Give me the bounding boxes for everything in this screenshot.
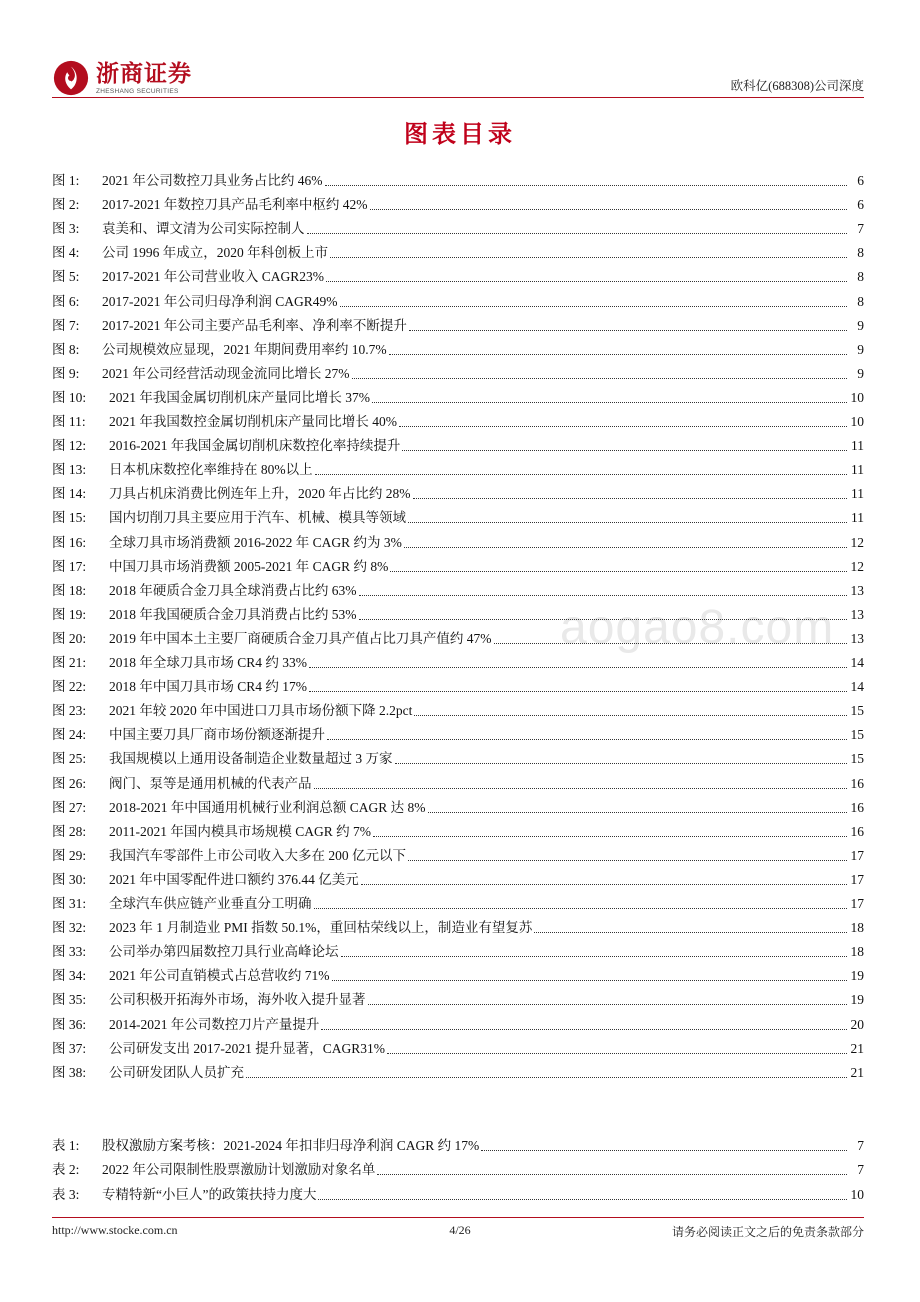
figure-toc-entry[interactable] (52, 194, 864, 214)
toc-page-number: 21 (850, 1064, 864, 1080)
toc-entry-title (52, 919, 532, 937)
toc-entry-number: 图 29: (52, 847, 87, 863)
report-tag: 欧科亿(688308)公司深度 (730, 79, 864, 93)
toc-page-number: 6 (857, 173, 864, 188)
toc-entry-title (52, 630, 492, 648)
toc-page-number: 10 (850, 389, 864, 405)
toc-leader-dots (414, 714, 847, 716)
page-title: 图表目录 (404, 119, 516, 148)
toc-leader-dots (402, 449, 847, 451)
toc-entry-label: 股权激励方案考核：2021-2024 年扣非归母净利润 CAGR 约 17% (102, 1138, 480, 1153)
toc-entry-number: 图 28: (52, 823, 87, 839)
figure-toc-entry[interactable] (52, 724, 864, 744)
toc-entry-title (52, 823, 371, 841)
toc-entry-number: 图 31: (52, 896, 87, 911)
figure-toc-entry[interactable] (52, 266, 864, 286)
toc-entry-number: 图 15: (52, 510, 87, 526)
figure-toc-entry[interactable] (52, 797, 864, 817)
toc-entry-label: 中国主要刀具厂商市场份额逐渐提升 (109, 727, 325, 743)
toc-entry-title (52, 799, 426, 817)
toc-entry-number: 图 5: (52, 269, 80, 285)
toc-page-number: 18 (850, 920, 864, 936)
figure-toc-entry[interactable] (52, 676, 864, 696)
toc-entry-title (52, 991, 366, 1009)
toc-entry-title (52, 509, 406, 527)
toc-entry-number: 图 16: (52, 534, 87, 550)
toc-page-number: 17 (850, 871, 864, 887)
toc-entry-label: 日本机床数控化率维持在 80%以上 (109, 462, 313, 478)
toc-leader-dots (408, 859, 847, 861)
toc-leader-dots (361, 883, 847, 885)
toc-page-number: 19 (850, 968, 864, 984)
toc-entry-title (52, 293, 338, 311)
footer-url[interactable]: http://www.stocke.com.cn (52, 1223, 178, 1237)
figure-toc-entry[interactable] (52, 821, 864, 841)
figure-toc-entry[interactable] (52, 170, 864, 190)
figure-toc-entry[interactable] (52, 532, 864, 552)
toc-leader-dots (307, 232, 848, 234)
figure-toc-entry[interactable] (52, 941, 864, 961)
toc-leader-dots (325, 184, 848, 186)
toc-entry-number: 图 35: (52, 992, 87, 1008)
toc-entry-number: 图 9: (52, 365, 80, 381)
figure-toc-entry[interactable] (52, 580, 864, 600)
toc-entry-title (52, 196, 368, 214)
toc-entry-label: 我国规模以上通用设备制造企业数量超过 3 万家 (109, 751, 393, 767)
toc-leader-dots (352, 377, 848, 379)
toc-leader-dots (395, 762, 848, 764)
toc-leader-dots (332, 979, 848, 981)
toc-page-number: 7 (857, 1162, 864, 1178)
toc-entry-number: 图 37: (52, 1040, 87, 1056)
toc-page-number: 16 (850, 775, 864, 791)
toc-page-number: 15 (850, 727, 864, 743)
toc-entry-title (52, 678, 307, 696)
toc-entry-label: 我国汽车零部件上市公司收入大多在 200 亿元以下 (109, 847, 406, 863)
toc-leader-dots (481, 1149, 847, 1151)
toc-entry-title (52, 895, 312, 913)
toc-entry-number: 图 22: (52, 679, 87, 695)
toc-entry-title (52, 1161, 375, 1179)
toc-entry-label: 公司研发团队人员扩充 (109, 1064, 244, 1080)
toc-entry-number: 图 3: (52, 221, 80, 237)
toc-page-number: 16 (850, 823, 864, 839)
toc-leader-dots (389, 353, 847, 355)
toc-entry-label: 2021 年我国数控金属切削机床产量同比增长 40% (109, 414, 397, 429)
toc-entry-label: 公司积极开拓海外市场，海外收入提升显著 (109, 992, 366, 1008)
toc-entry-number: 图 10: (52, 389, 87, 405)
footer-page-number: 4/26 (449, 1223, 471, 1237)
logo-chinese-name: 浙商证券 (96, 60, 192, 87)
toc-page-number: 9 (857, 341, 864, 357)
toc-leader-dots (428, 811, 848, 813)
page-header (52, 56, 864, 100)
toc-leader-dots (318, 1198, 847, 1200)
figure-toc-entry[interactable] (52, 339, 864, 359)
toc-leader-dots (314, 787, 848, 789)
toc-entry-title (52, 943, 339, 961)
figure-toc-entry[interactable] (52, 989, 864, 1009)
toc-page-number: 14 (850, 655, 864, 670)
toc-entry-label: 2021 年较 2020 年中国进口刀具市场份额下降 2.2pct (109, 703, 413, 719)
toc-entry-number: 图 7: (52, 317, 80, 333)
toc-page-number: 15 (850, 703, 864, 719)
figure-toc-entry[interactable] (52, 483, 864, 503)
toc-page-number: 11 (851, 438, 864, 454)
toc-entry-number: 图 26: (52, 775, 87, 791)
toc-entry-number: 图 12: (52, 438, 87, 454)
toc-entry-number: 图 32: (52, 920, 87, 936)
toc-entry-title (52, 534, 402, 552)
toc-leader-dots (494, 642, 848, 644)
figure-toc-entry[interactable] (52, 773, 864, 793)
toc-entry-number: 图 30: (52, 871, 87, 887)
footer-divider (52, 1217, 864, 1218)
toc-entry-number: 图 13: (52, 462, 87, 478)
toc-entry-title (52, 871, 359, 889)
toc-page-number: 18 (850, 944, 864, 960)
toc-page-number: 9 (857, 365, 864, 381)
toc-entry-title (52, 606, 357, 624)
toc-page-number: 17 (850, 847, 864, 863)
toc-entry-label: 2021 年中国零配件进口额约 376.44 亿美元 (109, 871, 359, 887)
toc-entry-label: 全球刀具市场消费额 2016-2022 年 CAGR 约为 3% (109, 534, 402, 550)
toc-entry-label: 国内切削刀具主要应用于汽车、机械、模具等领域 (109, 510, 406, 526)
figure-toc-entry[interactable] (52, 893, 864, 913)
figure-toc-entry[interactable] (52, 628, 864, 648)
toc-leader-dots (408, 521, 847, 523)
toc-entry-label: 2018-2021 年中国通用机械行业利润总额 CAGR 达 8% (109, 799, 426, 815)
toc-entry-title (52, 341, 387, 359)
toc-entry-number: 图 4: (52, 245, 80, 261)
toc-entry-title (52, 775, 312, 793)
figure-toc-entry[interactable] (52, 242, 864, 262)
table-toc-entry[interactable] (52, 1135, 864, 1155)
toc-entry-label: 中国刀具市场消费额 2005-2021 年 CAGR 约 8% (109, 558, 389, 574)
toc-entry-label: 2018 年硬质合金刀具全球消费占比约 63% (109, 582, 357, 598)
figure-toc-entry[interactable] (52, 507, 864, 527)
toc-leader-dots (340, 305, 848, 307)
toc-entry-label: 2018 年全球刀具市场 CR4 约 33% (109, 655, 308, 670)
toc-page-number: 6 (857, 197, 864, 213)
brand-logo (52, 56, 192, 100)
toc-page-number: 15 (850, 751, 864, 767)
toc-entry-label: 2023 年 1 月制造业 PMI 指数 50.1%，重回枯荣线以上，制造业有望复苏 (109, 920, 533, 936)
toc-leader-dots (387, 1052, 847, 1054)
toc-entry-title (52, 317, 407, 335)
toc-entry-number: 图 2: (52, 197, 80, 213)
toc-page-number: 16 (850, 799, 864, 815)
toc-leader-dots (373, 835, 847, 837)
toc-leader-dots (341, 955, 848, 957)
toc-entry-label: 公司举办第四届数控刀具行业高峰论坛 (109, 944, 339, 960)
toc-entry-number: 图 11: (52, 414, 86, 429)
toc-entry-title (52, 1016, 319, 1034)
toc-entry-label: 公司 1996 年成立，2020 年科创板上市 (102, 245, 329, 261)
toc-page-number: 12 (850, 558, 864, 574)
toc-entry-number: 图 33: (52, 944, 87, 960)
toc-leader-dots (409, 329, 847, 331)
toc-leader-dots (390, 570, 847, 572)
toc-entry-number: 图 6: (52, 293, 80, 309)
toc-leader-dots (321, 1028, 847, 1030)
toc-entry-number: 图 18: (52, 582, 87, 598)
toc-entry-label: 2017-2021 年公司主要产品毛利率、净利率不断提升 (102, 317, 407, 333)
header-divider (52, 97, 864, 98)
toc-entry-title (52, 413, 397, 431)
figure-toc-entry[interactable] (52, 363, 864, 383)
toc-entry-number: 图 20: (52, 630, 87, 646)
logo-english-name: ZHESHANG SECURITIES (96, 87, 179, 95)
toc-entry-label: 2017-2021 年公司营业收入 CAGR23% (102, 269, 324, 285)
toc-entry-number: 图 21: (52, 655, 87, 670)
toc-entry-label: 全球汽车供应链产业垂直分工明确 (109, 896, 312, 911)
toc-entry-number: 图 34: (52, 968, 87, 984)
toc-entry-label: 2019 年中国本土主要厂商硬质合金刀具产值占比刀具产值约 47% (109, 630, 492, 646)
figure-toc-entry[interactable] (52, 845, 864, 865)
toc-entry-title (52, 389, 370, 407)
figure-toc-entry[interactable] (52, 700, 864, 720)
toc-page-number: 21 (850, 1040, 864, 1056)
figure-toc-entry[interactable] (52, 869, 864, 889)
toc-leader-dots (368, 1003, 848, 1005)
toc-entry-title (52, 654, 307, 672)
toc-entry-title (52, 172, 323, 190)
toc-leader-dots (309, 690, 847, 692)
toc-entry-title (52, 365, 350, 383)
toc-page-number: 10 (850, 414, 864, 429)
toc-entry-title (52, 967, 330, 985)
toc-entry-title (52, 461, 313, 479)
toc-entry-number: 图 27: (52, 799, 87, 815)
figure-toc-entry[interactable] (52, 748, 864, 768)
toc-entry-label: 2011-2021 年国内模具市场规模 CAGR 约 7% (109, 823, 371, 839)
figure-toc-entry[interactable] (52, 387, 864, 407)
toc-page-number: 8 (857, 293, 864, 309)
table-toc-entry[interactable] (52, 1184, 864, 1204)
toc-entry-title (52, 1040, 385, 1058)
watermark: aogao8.com (560, 601, 835, 654)
toc-entry-title (52, 726, 325, 744)
toc-entry-number: 图 19: (52, 606, 87, 622)
figure-toc-entry[interactable] (52, 965, 864, 985)
figure-toc-entry[interactable] (52, 218, 864, 238)
toc-leader-dots (314, 907, 848, 909)
toc-entry-label: 袁美和、谭文清为公司实际控制人 (102, 221, 305, 237)
toc-entry-label: 2017-2021 年公司归母净利润 CAGR49% (102, 293, 338, 309)
toc-entry-number: 图 17: (52, 558, 87, 574)
figure-toc-entry[interactable] (52, 652, 864, 672)
toc-leader-dots (372, 401, 847, 403)
toc-entry-number: 图 23: (52, 703, 87, 719)
toc-entry-number: 表 3: (52, 1186, 80, 1202)
toc-page-number: 14 (850, 679, 864, 695)
toc-page-number: 8 (857, 269, 864, 285)
toc-page-number: 8 (857, 245, 864, 261)
toc-entry-title (52, 268, 324, 286)
toc-page-number: 13 (850, 606, 864, 622)
toc-page-number: 20 (850, 1016, 864, 1032)
toc-entry-number: 图 36: (52, 1016, 87, 1032)
figure-toc-entry[interactable] (52, 459, 864, 479)
toc-entry-title (52, 244, 328, 262)
toc-leader-dots (413, 497, 848, 499)
toc-leader-dots (370, 208, 848, 210)
toc-entry-label: 2018 年中国刀具市场 CR4 约 17% (109, 679, 308, 695)
toc-entry-label: 2018 年我国硬质合金刀具消费占比约 53% (109, 606, 357, 622)
toc-entry-title (52, 1186, 316, 1204)
toc-leader-dots (327, 738, 847, 740)
figure-toc-entry[interactable] (52, 1014, 864, 1034)
toc-entry-label: 公司研发支出 2017-2021 提升显著，CAGR31% (109, 1040, 385, 1056)
toc-leader-dots (399, 425, 847, 427)
toc-entry-number: 图 14: (52, 486, 87, 502)
toc-entry-label: 2021 年公司数控刀具业务占比约 46% (102, 173, 323, 188)
toc-leader-dots (377, 1173, 847, 1175)
toc-leader-dots (309, 666, 847, 668)
brand-mark-icon (52, 59, 90, 97)
toc-entry-label: 公司规模效应显现，2021 年期间费用率约 10.7% (102, 341, 387, 357)
toc-entry-number: 图 25: (52, 751, 87, 767)
footer-disclaimer: 请务必阅读正文之后的免责条款部分 (671, 1225, 864, 1239)
figure-toc-entry[interactable] (52, 1062, 864, 1082)
toc-leader-dots (359, 594, 848, 596)
toc-leader-dots (534, 931, 847, 933)
toc-page-number: 11 (851, 462, 864, 478)
toc-entry-label: 2017-2021 年数控刀具产品毛利率中枢约 42% (102, 197, 368, 213)
table-toc-entry[interactable] (52, 1159, 864, 1179)
toc-leader-dots (404, 546, 847, 548)
toc-entry-title (52, 582, 357, 600)
toc-page-number: 19 (850, 992, 864, 1008)
toc-entry-title (52, 485, 411, 503)
toc-leader-dots (330, 256, 847, 258)
toc-page-number: 13 (850, 630, 864, 646)
toc-entry-label: 2021 年我国金属切削机床产量同比增长 37% (109, 389, 370, 405)
figure-toc-entry[interactable] (52, 411, 864, 431)
toc-entry-label: 专精特新“小巨人”的政策扶持力度大 (102, 1186, 317, 1202)
toc-page-number: 10 (850, 1186, 864, 1202)
toc-entry-number: 图 38: (52, 1064, 87, 1080)
figure-toc-entry[interactable] (52, 291, 864, 311)
toc-entry-title (52, 750, 393, 768)
toc-entry-title (52, 1064, 244, 1082)
toc-page-number: 12 (850, 534, 864, 550)
toc-entry-number: 表 1: (52, 1138, 80, 1153)
toc-entry-label: 2014-2021 年公司数控刀片产量提升 (109, 1016, 320, 1032)
figure-toc-entry[interactable] (52, 315, 864, 335)
figure-toc-entry[interactable] (52, 435, 864, 455)
toc-entry-title (52, 847, 406, 865)
toc-page-number: 11 (851, 510, 864, 526)
toc-leader-dots (246, 1076, 847, 1078)
toc-entry-number: 图 24: (52, 727, 87, 743)
figure-toc-entry[interactable] (52, 604, 864, 624)
toc-entry-number: 表 2: (52, 1162, 80, 1178)
toc-entry-number: 图 1: (52, 173, 80, 188)
toc-entry-label: 刀具占机床消费比例连年上升，2020 年占比约 28% (109, 486, 411, 502)
toc-entry-title (52, 558, 388, 576)
toc-leader-dots (359, 618, 848, 620)
toc-leader-dots (315, 473, 847, 475)
toc-entry-title (52, 702, 412, 720)
toc-entry-label: 阀门、泵等是通用机械的代表产品 (109, 775, 312, 791)
toc-entry-number: 图 8: (52, 341, 80, 357)
toc-page-number: 13 (850, 582, 864, 598)
toc-page-number: 7 (857, 221, 864, 237)
toc-entry-title (52, 1137, 479, 1155)
toc-entry-title (52, 437, 400, 455)
figure-toc-entry[interactable] (52, 917, 864, 937)
toc-page-number: 11 (851, 486, 864, 502)
toc-entry-label: 2016-2021 年我国金属切削机床数控化率持续提升 (109, 438, 401, 454)
toc-page-number: 9 (857, 317, 864, 333)
toc-leader-dots (326, 280, 847, 282)
figure-toc-entry[interactable] (52, 556, 864, 576)
toc-page-number: 7 (857, 1138, 864, 1153)
toc-entry-label: 2021 年公司经营活动现金流同比增长 27% (102, 365, 350, 381)
toc-entry-title (52, 220, 305, 238)
figure-toc-entry[interactable] (52, 1038, 864, 1058)
toc-entry-label: 2021 年公司直销模式占总营收约 71% (109, 968, 330, 984)
toc-entry-label: 2022 年公司限制性股票激励计划激励对象名单 (102, 1162, 376, 1178)
toc-page-number: 17 (850, 896, 864, 911)
